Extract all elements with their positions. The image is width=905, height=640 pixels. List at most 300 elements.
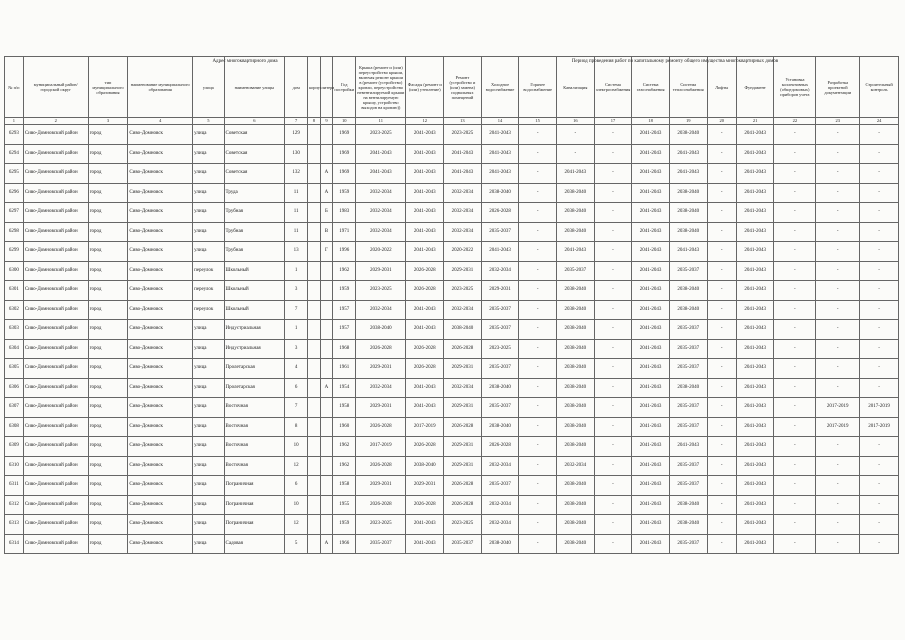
table-cell: 2020-2022 — [356, 242, 406, 262]
table-cell: - — [860, 476, 899, 496]
table-cell: - — [774, 281, 816, 301]
table-cell: Пограничная — [224, 495, 285, 515]
table-cell: Сиво-Домновск — [128, 144, 193, 164]
table-cell: - — [860, 164, 899, 184]
table-cell: Советская — [224, 164, 285, 184]
table-cell: 2041-2043 — [481, 144, 519, 164]
table-cell: 2038-2040 — [557, 183, 595, 203]
column-number: 7 — [285, 118, 308, 125]
table-cell: 2035-2037 — [669, 359, 707, 379]
table-cell: - — [816, 125, 860, 145]
table-cell: 2038-2040 — [481, 534, 519, 554]
table-cell: 2035-2037 — [669, 456, 707, 476]
table-cell: - — [774, 203, 816, 223]
table-cell: - — [707, 300, 736, 320]
table-cell: улица — [193, 144, 224, 164]
table-cell: 2032-2034 — [356, 222, 406, 242]
table-cell: 2038-2040 — [557, 203, 595, 223]
table-cell — [308, 378, 321, 398]
table-cell: улица — [193, 359, 224, 379]
table-cell: 2026-2028 — [406, 261, 444, 281]
table-cell: - — [816, 339, 860, 359]
table-cell: - — [860, 534, 899, 554]
table-cell: 6309 — [5, 437, 24, 457]
table-cell: - — [774, 515, 816, 535]
table-cell: 2041-2043 — [632, 164, 670, 184]
table-row — [5, 222, 899, 242]
table-cell: улица — [193, 378, 224, 398]
table-cell: 6299 — [5, 242, 24, 262]
table-cell: - — [594, 242, 632, 262]
table-cell: 2041-2043 — [632, 125, 670, 145]
table-cell: - — [707, 144, 736, 164]
column-number: 24 — [860, 118, 899, 125]
table-cell — [308, 281, 321, 301]
table-cell: - — [860, 300, 899, 320]
table-cell — [308, 320, 321, 340]
table-cell: Школьный — [224, 281, 285, 301]
table-cell: 2041-2043 — [736, 398, 774, 418]
column-number: 4 — [128, 118, 193, 125]
table-cell: 1966 — [333, 534, 356, 554]
table-cell — [320, 437, 333, 457]
table-cell: 6307 — [5, 398, 24, 418]
table-cell: Сиво-Домновск — [128, 300, 193, 320]
table-cell: - — [774, 242, 816, 262]
table-cell: - — [707, 456, 736, 476]
table-cell: 2023-2025 — [356, 515, 406, 535]
table-cell: 2029-2031 — [444, 398, 482, 418]
table-cell: - — [707, 242, 736, 262]
table-cell: Сиво-Домновск — [128, 378, 193, 398]
table-cell: 2041-2043 — [557, 164, 595, 184]
column-number: 11 — [356, 118, 406, 125]
table-cell: город — [88, 534, 128, 554]
table-cell: - — [860, 144, 899, 164]
table-cell: - — [774, 495, 816, 515]
table-cell: - — [860, 378, 899, 398]
table-cell: 2038-2040 — [669, 222, 707, 242]
column-header: Строительный контроль — [860, 57, 899, 118]
table-cell: 2032-2034 — [444, 203, 482, 223]
table-cell: Сиво-Домновский район — [23, 261, 88, 281]
period-group-header: Период проведения работ по капитальному ремонту общего имущества многоквартирных домов — [571, 59, 779, 64]
table-cell: Пограничная — [224, 515, 285, 535]
table-row — [5, 417, 899, 437]
table-cell — [308, 417, 321, 437]
table-cell: Сиво-Домновский район — [23, 300, 88, 320]
table-cell: 1969 — [333, 125, 356, 145]
table-cell: - — [774, 417, 816, 437]
table-cell: - — [519, 222, 557, 242]
table-cell: - — [860, 281, 899, 301]
table-cell: 2029-2031 — [444, 437, 482, 457]
table-cell: 2038-2040 — [557, 320, 595, 340]
table-cell — [320, 476, 333, 496]
table-cell: - — [707, 378, 736, 398]
table-cell: 2041-2043 — [444, 144, 482, 164]
table-cell — [308, 183, 321, 203]
table-cell: 130 — [285, 144, 308, 164]
table-cell: - — [707, 495, 736, 515]
table-cell: город — [88, 495, 128, 515]
table-cell: 2026-2028 — [444, 339, 482, 359]
column-number: 20 — [707, 118, 736, 125]
table-cell: 2041-2043 — [632, 495, 670, 515]
table-cell: 1983 — [333, 203, 356, 223]
table-cell: - — [860, 495, 899, 515]
table-cell: улица — [193, 417, 224, 437]
table-cell: 2041-2043 — [406, 164, 444, 184]
table-cell: Г — [320, 242, 333, 262]
table-cell: 7 — [285, 300, 308, 320]
table-cell: - — [816, 300, 860, 320]
table-cell: улица — [193, 398, 224, 418]
table-cell: Сиво-Домновск — [128, 242, 193, 262]
table-cell: - — [860, 183, 899, 203]
table-cell: 1962 — [333, 456, 356, 476]
table-cell: 5 — [285, 534, 308, 554]
table-cell: 2041-2043 — [632, 534, 670, 554]
table-cell: 2017-2019 — [816, 398, 860, 418]
table-cell: 2035-2037 — [481, 320, 519, 340]
table-cell: Сиво-Домновский район — [23, 476, 88, 496]
table-cell: 2041-2043 — [736, 222, 774, 242]
table-cell: 2041-2043 — [736, 534, 774, 554]
table-cell: 2041-2043 — [406, 222, 444, 242]
column-number: 18 — [632, 118, 670, 125]
table-cell: 2041-2043 — [632, 378, 670, 398]
column-header: Ремонт (устройство и (или) замена) подвальных помещений — [444, 57, 482, 118]
table-cell: 6314 — [5, 534, 24, 554]
table-cell: Сиво-Домновский район — [23, 242, 88, 262]
table-cell: 2023-2025 — [444, 281, 482, 301]
table-cell: 12 — [285, 515, 308, 535]
table-cell: - — [707, 164, 736, 184]
table-cell: - — [594, 144, 632, 164]
table-cell: - — [519, 515, 557, 535]
table-cell: Сиво-Домновский район — [23, 183, 88, 203]
table-cell: 2041-2043 — [632, 203, 670, 223]
table-cell: - — [519, 417, 557, 437]
table-cell: 1959 — [333, 281, 356, 301]
table-cell: 2035-2037 — [356, 534, 406, 554]
table-cell: 2038-2040 — [669, 183, 707, 203]
table-cell: 2041-2043 — [632, 281, 670, 301]
table-body — [5, 125, 899, 554]
table-cell: 2041-2043 — [669, 144, 707, 164]
table-row — [5, 398, 899, 418]
table-cell: 2038-2040 — [669, 281, 707, 301]
table-cell: город — [88, 417, 128, 437]
table-cell: 2038-2040 — [356, 320, 406, 340]
column-number: 22 — [774, 118, 816, 125]
table-cell: город — [88, 359, 128, 379]
table-cell: - — [707, 320, 736, 340]
table-cell: 1971 — [333, 222, 356, 242]
table-cell: 13 — [285, 242, 308, 262]
table-cell: 6 — [285, 378, 308, 398]
table-cell: 2038-2040 — [406, 456, 444, 476]
table-cell: 2035-2037 — [669, 398, 707, 418]
table-cell: 2041-2043 — [736, 144, 774, 164]
table-cell: улица — [193, 339, 224, 359]
table-cell: - — [557, 144, 595, 164]
column-header: Фундамент — [736, 57, 774, 118]
table-cell: 2041-2043 — [736, 515, 774, 535]
table-cell: город — [88, 456, 128, 476]
table-cell: Сиво-Домновск — [128, 476, 193, 496]
table-cell: 1 — [285, 320, 308, 340]
table-cell: 2038-2040 — [557, 417, 595, 437]
table-cell: 2026-2028 — [481, 203, 519, 223]
table-cell: 1 — [285, 261, 308, 281]
table-cell: 2023-2025 — [444, 515, 482, 535]
table-cell: Сиво-Домновск — [128, 125, 193, 145]
table-cell: - — [774, 398, 816, 418]
table-cell: - — [594, 261, 632, 281]
column-number: 21 — [736, 118, 774, 125]
table-cell: Сиво-Домновск — [128, 203, 193, 223]
table-cell: - — [707, 203, 736, 223]
table-cell: 1959 — [333, 183, 356, 203]
table-cell: Сиво-Домновск — [128, 261, 193, 281]
table-cell: 1958 — [333, 476, 356, 496]
table-cell: - — [519, 281, 557, 301]
table-cell — [320, 339, 333, 359]
table-cell: 2041-2043 — [632, 144, 670, 164]
table-cell: - — [707, 183, 736, 203]
table-cell: - — [816, 164, 860, 184]
table-cell: - — [519, 359, 557, 379]
table-cell: 6304 — [5, 339, 24, 359]
table-cell: 1962 — [333, 261, 356, 281]
table-cell — [320, 281, 333, 301]
table-cell: Сиво-Домновск — [128, 339, 193, 359]
table-cell: Сиво-Домновский район — [23, 495, 88, 515]
table-cell: 2032-2034 — [557, 456, 595, 476]
table-cell: город — [88, 281, 128, 301]
table-cell: - — [594, 398, 632, 418]
table-cell: - — [519, 495, 557, 515]
column-number: 10 — [333, 118, 356, 125]
table-cell: улица — [193, 437, 224, 457]
table-cell: - — [519, 261, 557, 281]
table-cell: 2035-2037 — [481, 398, 519, 418]
table-cell: 3 — [285, 339, 308, 359]
table-cell: - — [594, 359, 632, 379]
table-row — [5, 125, 899, 145]
table-cell: 2017-2019 — [406, 417, 444, 437]
table-cell: 2041-2043 — [632, 183, 670, 203]
table-cell: 2041-2043 — [406, 125, 444, 145]
table-cell: 2026-2028 — [406, 437, 444, 457]
table-cell — [320, 456, 333, 476]
table-cell: 2026-2028 — [356, 456, 406, 476]
table-cell: - — [816, 203, 860, 223]
table-cell: 2041-2043 — [406, 144, 444, 164]
table-cell: Сиво-Домновский район — [23, 320, 88, 340]
table-cell: - — [594, 339, 632, 359]
table-cell: 1955 — [333, 495, 356, 515]
column-number: 19 — [669, 118, 707, 125]
column-number: 5 — [193, 118, 224, 125]
table-cell: Сиво-Домновский район — [23, 515, 88, 535]
table-cell — [320, 320, 333, 340]
table-cell: Б — [320, 203, 333, 223]
table-cell: улица — [193, 183, 224, 203]
table-cell: улица — [193, 125, 224, 145]
table-cell: - — [816, 359, 860, 379]
table-cell: 2017-2019 — [816, 417, 860, 437]
table-cell: 2041-2043 — [669, 437, 707, 457]
column-header: корпус — [308, 57, 321, 118]
column-header: Система электроснабжения — [594, 57, 632, 118]
table-row — [5, 320, 899, 340]
table-cell: 2041-2043 — [632, 242, 670, 262]
table-cell: 11 — [285, 222, 308, 242]
table-cell: 2035-2037 — [444, 534, 482, 554]
table-row — [5, 281, 899, 301]
table-cell: 2038-2040 — [669, 378, 707, 398]
address-group-header: Адрес многоквартирного дома — [212, 59, 278, 64]
table-cell: Сиво-Домновский район — [23, 417, 88, 437]
table-cell: - — [519, 339, 557, 359]
column-header: Крыша (ремонт и (или) переустройство крыши, включая ремонт крыши в (ремонт (устройство) кровли, переустройство невентилируемой крыши на вентилируемую крышу, устройство выходов на кровлю)) — [356, 57, 406, 118]
table-cell: 2032-2034 — [356, 183, 406, 203]
table-cell: 2038-2040 — [481, 417, 519, 437]
table-cell: - — [594, 183, 632, 203]
table-cell: Труда — [224, 183, 285, 203]
table-cell: - — [707, 359, 736, 379]
table-cell: - — [594, 300, 632, 320]
table-cell: - — [594, 378, 632, 398]
table-cell: 2035-2037 — [481, 476, 519, 496]
column-header: Разработка проектной документации — [816, 57, 860, 118]
table-cell: 2038-2040 — [557, 515, 595, 535]
table-cell: Сиво-Домновск — [128, 495, 193, 515]
table-cell: 11 — [285, 203, 308, 223]
table-cell: - — [707, 339, 736, 359]
table-cell: 2041-2043 — [736, 183, 774, 203]
table-cell: Сиво-Домновский район — [23, 222, 88, 242]
table-cell — [320, 125, 333, 145]
column-number: 14 — [481, 118, 519, 125]
table-cell: - — [519, 300, 557, 320]
table-cell: 1996 — [333, 242, 356, 262]
table-cell: 2038-2040 — [557, 222, 595, 242]
table-cell: 2041-2043 — [481, 164, 519, 184]
table-cell: - — [774, 320, 816, 340]
column-header: муниципальный район/городской округ — [23, 57, 88, 118]
table-cell: 4 — [285, 359, 308, 379]
column-number: 3 — [88, 118, 128, 125]
table-cell: 1958 — [333, 398, 356, 418]
table-cell: - — [594, 437, 632, 457]
table-cell: - — [557, 125, 595, 145]
table-cell: город — [88, 183, 128, 203]
table-cell: 6 — [285, 476, 308, 496]
table-cell: 2032-2034 — [356, 203, 406, 223]
table-cell: А — [320, 183, 333, 203]
table-cell: - — [816, 437, 860, 457]
table-cell — [320, 515, 333, 535]
table-cell: 2029-2031 — [444, 456, 482, 476]
table-cell: - — [774, 339, 816, 359]
table-row — [5, 495, 899, 515]
table-cell — [308, 222, 321, 242]
table-cell: - — [774, 359, 816, 379]
table-row — [5, 534, 899, 554]
table-cell: Сиво-Домновский район — [23, 359, 88, 379]
table-cell: 2041-2043 — [632, 456, 670, 476]
table-cell: - — [774, 164, 816, 184]
column-header-row — [5, 57, 899, 118]
table-cell: 2041-2043 — [406, 183, 444, 203]
table-cell: 2038-2040 — [557, 495, 595, 515]
column-header: Горячее водоснабжение — [519, 57, 557, 118]
table-cell: - — [594, 495, 632, 515]
table-cell: 2038-2040 — [669, 495, 707, 515]
table-cell: Сиво-Домновск — [128, 417, 193, 437]
column-header: улица — [193, 57, 224, 118]
table-cell: 2032-2034 — [444, 183, 482, 203]
table-cell — [320, 495, 333, 515]
table-cell: Советская — [224, 125, 285, 145]
table-cell: 2032-2034 — [481, 261, 519, 281]
table-cell: 1962 — [333, 437, 356, 457]
table-cell: - — [774, 534, 816, 554]
table-cell: Сиво-Домновск — [128, 437, 193, 457]
table-cell: город — [88, 144, 128, 164]
table-cell: 2038-2040 — [557, 398, 595, 418]
table-cell: город — [88, 203, 128, 223]
table-cell: - — [707, 261, 736, 281]
table-cell: - — [594, 222, 632, 242]
table-cell: 2032-2034 — [444, 300, 482, 320]
column-header: тип муниципального образования — [88, 57, 128, 118]
table-cell: Сиво-Домновский район — [23, 164, 88, 184]
table-cell: - — [816, 320, 860, 340]
table-cell: 6313 — [5, 515, 24, 535]
table-cell: 6302 — [5, 300, 24, 320]
column-number-row — [5, 118, 899, 125]
column-header: Система теплоснабжения — [669, 57, 707, 118]
table-cell: А — [320, 164, 333, 184]
table-cell: 2041-2043 — [406, 515, 444, 535]
table-cell: 2038-2040 — [669, 300, 707, 320]
table-cell: 6312 — [5, 495, 24, 515]
table-cell: Сиво-Домновск — [128, 164, 193, 184]
table-cell — [320, 417, 333, 437]
column-number: 1 — [5, 118, 24, 125]
table-cell: 2026-2028 — [406, 281, 444, 301]
table-cell: Школьный — [224, 261, 285, 281]
column-header: Канализация — [557, 57, 595, 118]
table-cell: Сиво-Домновск — [128, 320, 193, 340]
table-cell: 2029-2031 — [356, 261, 406, 281]
column-header: № п/п — [5, 57, 24, 118]
table-row — [5, 339, 899, 359]
table-cell: - — [707, 125, 736, 145]
table-cell: - — [860, 222, 899, 242]
table-cell: 2041-2043 — [632, 261, 670, 281]
table-cell: 2041-2043 — [406, 320, 444, 340]
table-cell: Сиво-Домновск — [128, 534, 193, 554]
table-cell: 2026-2028 — [481, 437, 519, 457]
table-cell: Сиво-Домновский район — [23, 398, 88, 418]
table-cell: Сиво-Домновский район — [23, 281, 88, 301]
